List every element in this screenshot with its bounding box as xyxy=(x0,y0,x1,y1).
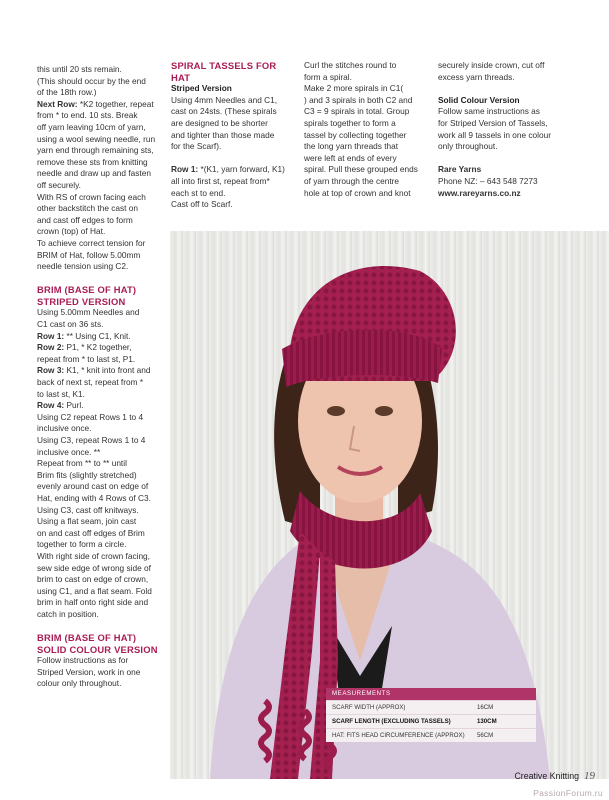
magazine-name: Creative Knitting xyxy=(514,771,579,781)
text-line: inclusive once. ** xyxy=(37,446,101,457)
text-line: of yarn through the centre xyxy=(304,175,400,186)
text-line: Hat, ending with 4 Rows of C3. xyxy=(37,492,151,503)
row-label: Row 1: xyxy=(171,164,199,175)
text-line: from * to end. 10 sts. Break xyxy=(37,110,138,121)
brim-striped-instructions xyxy=(37,307,161,620)
tassel-finish-instructions xyxy=(438,60,563,83)
striped-version-subheading: Striped Version xyxy=(171,83,232,94)
text-line: Row 4: Purl. xyxy=(37,400,84,411)
text-line: on and cast off edges of Brim xyxy=(37,527,145,538)
solid-colour-instructions xyxy=(438,106,563,152)
measurements-title: MEASUREMENTS xyxy=(326,688,536,700)
measure-label: SCARF WIDTH (APPROX) xyxy=(332,703,406,711)
text-line: securely inside crown, cut off xyxy=(438,60,545,70)
measure-value: 16CM xyxy=(477,703,494,711)
text-line: Cast off to Scarf. xyxy=(171,199,233,210)
text-line: the long yarn threads that xyxy=(304,141,399,152)
text-line: remove these sts from knitting xyxy=(37,156,148,167)
text-line: To achieve correct tension for xyxy=(37,237,146,248)
text-line: brim to cast on edge of crown, xyxy=(37,574,149,585)
text-line: are designed to be shorter xyxy=(171,117,268,128)
text-line: Make 2 more spirals in C1( xyxy=(304,83,404,94)
table-row xyxy=(326,700,536,714)
page-number: 19 xyxy=(584,770,595,782)
supplier-phone: Phone NZ: – 643 548 7273 xyxy=(438,175,538,186)
text-line: Row 1: ** Using C1, Knit. xyxy=(37,330,131,341)
text-line: sew side edge of wrong side of xyxy=(37,562,151,573)
crown-instructions xyxy=(37,64,161,273)
text-line: spiral. Pull these grouped ends xyxy=(304,164,418,175)
column-1 xyxy=(37,64,161,690)
text-line: needle and draw up and fasten xyxy=(37,168,151,179)
text-line: Follow instructions as for xyxy=(37,655,129,666)
text-line: Using C3, repeat Rows 1 to 4 xyxy=(37,435,146,445)
text-line: hole at top of crown and knot xyxy=(304,187,411,198)
text-line: for Striped Version of Tassels, xyxy=(438,117,548,128)
spiral-tassel-intro xyxy=(171,95,295,153)
text-line: Row 3: K1, * knit into front and xyxy=(37,365,151,376)
section-heading: BRIM (BASE OF HAT) xyxy=(37,632,137,644)
text-line: catch in position. xyxy=(37,608,99,619)
measure-value: 130CM xyxy=(477,717,497,725)
page-footer xyxy=(514,770,595,782)
text-line: for the Scarf). xyxy=(171,141,222,152)
text-line: Striped Version, work in one xyxy=(37,666,141,677)
text-line: to last st, K1. xyxy=(37,388,85,399)
text-line: form a spiral. xyxy=(304,71,352,82)
supplier-website-link[interactable]: www.rareyarns.co.nz xyxy=(438,187,521,198)
text-line: back of next st, repeat from * xyxy=(37,377,144,388)
text-line: off securely. xyxy=(37,179,81,190)
text-line: yarn end through remaining sts, xyxy=(37,145,154,156)
measure-value: 56CM xyxy=(477,731,494,739)
text-line: ) and 3 spirals in both C2 and xyxy=(304,94,413,105)
section-heading: SOLID COLOUR VERSION xyxy=(37,643,158,655)
text-line: each st to end. xyxy=(171,187,226,198)
text-line: Using a flat seam, join cast xyxy=(37,516,137,527)
text-line: crown (top) of Hat. xyxy=(37,226,106,237)
text-line: Using C2 repeat Rows 1 to 4 xyxy=(37,411,144,422)
row-label: Row 3: xyxy=(37,365,65,376)
spiral-tassel-rows xyxy=(171,164,295,210)
brim-solid-heading xyxy=(37,632,161,655)
row-label: Row 1: xyxy=(37,330,65,341)
text-line: C1 cast on 36 sts. xyxy=(37,319,104,330)
text-line: other backstitch the cast on xyxy=(37,203,139,214)
text-line: Brim fits (slightly stretched) xyxy=(37,469,137,480)
tassel-assembly-instructions xyxy=(304,60,429,199)
solid-colour-subheading: Solid Colour Version xyxy=(438,94,520,105)
text-line: off yarn leaving 10cm of yarn, xyxy=(37,121,146,132)
text-line: Row 2: P1, * K2 together, xyxy=(37,342,132,353)
row-label: Row 4: xyxy=(37,400,65,411)
text-line: Follow same instructions as xyxy=(438,106,540,117)
text-line: needle tension using C2. xyxy=(37,261,129,272)
text-line: tassel by collecting together xyxy=(304,129,407,140)
section-heading: STRIPED VERSION xyxy=(37,295,126,307)
text-line: With right side of crown facing, xyxy=(37,550,150,561)
text-line: C3 = 9 spirals in total. Group xyxy=(304,106,410,117)
text-line: all into first st, repeat from* xyxy=(171,175,270,186)
section-heading: BRIM (BASE OF HAT) xyxy=(37,284,137,296)
text-line: using a wool sewing needle, run xyxy=(37,133,156,144)
column-4 xyxy=(438,60,563,199)
text-line: repeat from * to last st, P1. xyxy=(37,353,136,364)
text-line: With RS of crown facing each xyxy=(37,191,146,202)
text-line: Using 4mm Needles and C1, xyxy=(171,94,278,105)
text-line: and cast off edges to form xyxy=(37,214,133,225)
brim-striped-heading xyxy=(37,284,161,307)
text-line: brim in half onto right side and xyxy=(37,597,149,608)
text-line: (This should occur by the end xyxy=(37,75,146,86)
spiral-tassels-heading: SPIRAL TASSELS FOR HAT xyxy=(171,60,277,83)
table-row xyxy=(326,714,536,728)
text-line: were left at ends of every xyxy=(304,152,397,163)
text-line: Next Row: *K2 together, repeat xyxy=(37,98,154,109)
watermark: PassionForum.ru xyxy=(533,788,603,798)
text-line: Repeat from ** to ** until xyxy=(37,458,127,469)
text-line: work all 9 tassels in one colour xyxy=(438,129,551,140)
measure-label: SCARF LENGTH (EXCLUDING TASSELS) xyxy=(332,717,451,725)
text-line: Row 1: *(K1, yarn forward, K1) xyxy=(171,164,285,175)
text-line: using C1, and a flat seam. Fold xyxy=(37,585,152,596)
column-3 xyxy=(304,60,429,199)
text-line: Using 5.00mm Needles and xyxy=(37,307,140,318)
measurements-table xyxy=(326,688,536,742)
text-line: Using C3, cast off knitways. xyxy=(37,504,139,515)
text-line: inclusive once. xyxy=(37,423,92,434)
text-line: together to form a circle. xyxy=(37,539,127,550)
text-line: excess yarn threads. xyxy=(438,71,515,82)
supplier-name: Rare Yarns xyxy=(438,164,482,175)
text-line: spirals together to form a xyxy=(304,117,396,128)
text-line: evenly around cast on edge of xyxy=(37,481,149,492)
row-label: Next Row: xyxy=(37,98,78,109)
table-row xyxy=(326,728,536,742)
text-line: colour only throughout. xyxy=(37,678,122,689)
text-line: of the 18th row.) xyxy=(37,87,97,98)
row-label: Row 2: xyxy=(37,342,65,353)
text-line: Curl the stitches round to xyxy=(304,60,397,70)
text-line: BRIM of Hat, follow 5.00mm xyxy=(37,249,141,260)
measure-label: HAT: FITS HEAD CIRCUMFERENCE (APPROX) xyxy=(332,731,465,739)
text-line: this until 20 sts remain. xyxy=(37,64,122,74)
text-line: only throughout. xyxy=(438,141,498,152)
text-line: and tighter than those made xyxy=(171,129,275,140)
brim-solid-instructions xyxy=(37,655,161,690)
text-line: cast on 24sts. (These spirals xyxy=(171,106,277,117)
column-2 xyxy=(171,60,295,211)
